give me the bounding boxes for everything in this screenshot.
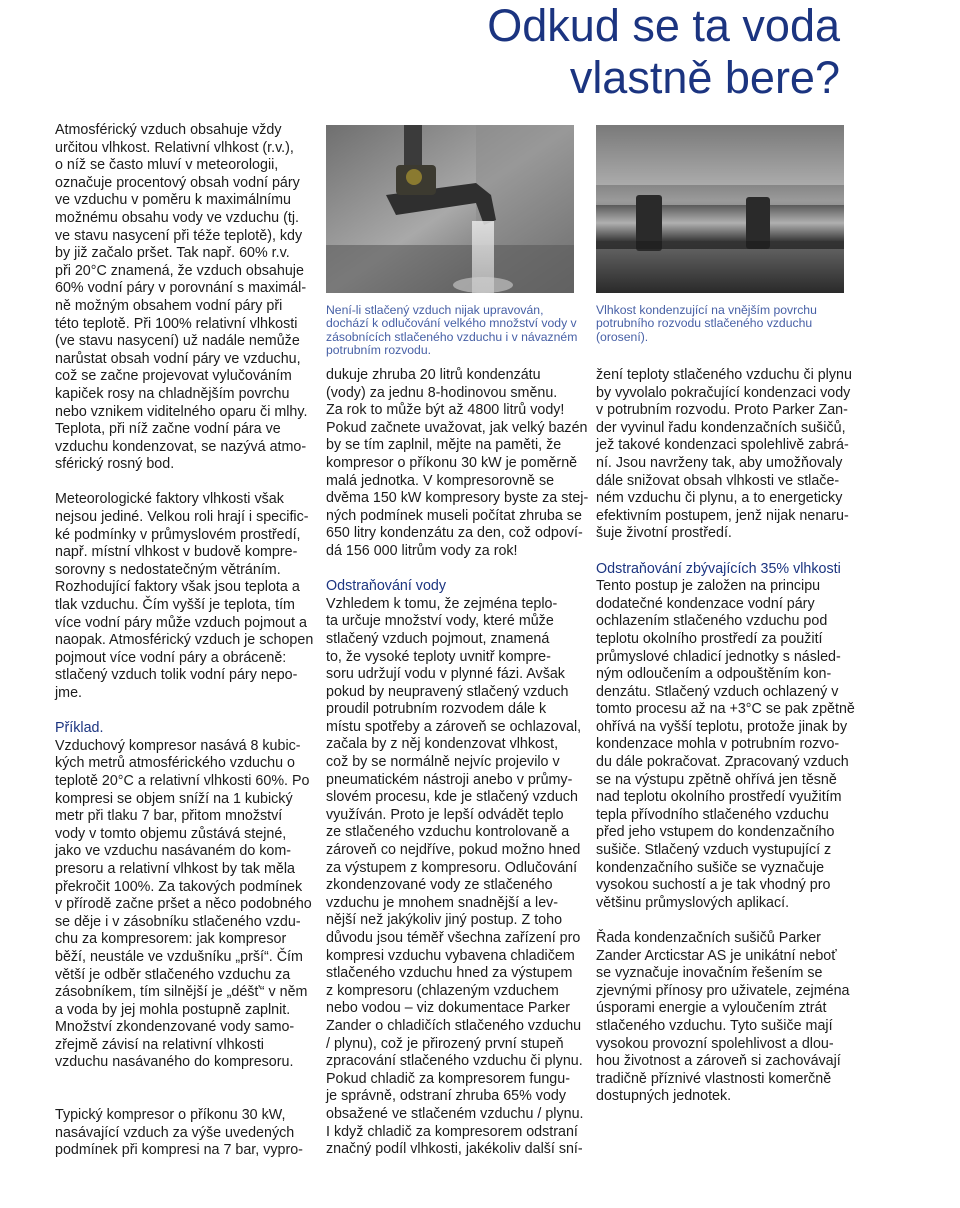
text-line: denzátu. Stlačený vzduch ochlazený v (596, 683, 839, 700)
text-line: naopak. Atmosférický vzduch je schopen (55, 632, 314, 649)
text-line: malá jednotka. V kompresorovně se (326, 472, 555, 489)
text-line: hou životnost a zároveň si zachovávají (596, 1053, 841, 1070)
faucet-caption (326, 304, 576, 358)
text-column-3 (596, 367, 855, 1106)
text-line: Teplota, při níž začne vodní pára ve (55, 421, 281, 438)
text-line: místu spotřeby a zároveň se ochlazoval, (326, 718, 582, 735)
text-line: kompresi se objem sníží na 1 kubický (55, 790, 293, 807)
text-line: Typický kompresor o příkonu 30 kW, (55, 1107, 286, 1124)
text-line: (orosení). (596, 329, 649, 344)
text-line: vody v tomto objemu zůstává stejné, (55, 825, 287, 842)
text-line: Za rok to může být až 4800 litrů vody! (326, 402, 565, 419)
faucet-photo (326, 125, 574, 293)
text-line: stlačeného vzduchu. Tyto sušiče mají (596, 1017, 833, 1034)
text-line: pneumatickém nástroji anebo v průmy- (326, 771, 573, 788)
text-line: ných podmínek museli počítat zhruba se (326, 507, 582, 524)
text-line: jež takové kondenzaci spolehlivě zabrá- (596, 437, 849, 454)
text-line: Zander o chladičích stlačeného vzduchu (326, 1017, 582, 1034)
text-line: z kompresoru (chlazeným vzduchem (326, 982, 559, 999)
text-line: určitou vlhkost. Relativní vlhkost (r.v.), (55, 139, 294, 156)
text-line: začala by z něj kondenzovat vlhkost, (326, 736, 559, 753)
text-line: kapiček rosy na chladnějším povrchu (55, 385, 290, 402)
text-line: označuje procentový obsah vodní páry (55, 174, 300, 191)
text-line: Atmosférický vzduch obsahuje vždy (55, 122, 282, 138)
text-line: Řada kondenzačních sušičů Parker (596, 930, 821, 946)
text-line: značný podíl vlhkosti, jakékoliv další sní- (326, 1141, 583, 1158)
text-line: běží, neustále ve vzdušníku „prší“. Čím (55, 948, 303, 965)
text-line: potrubního rozvodu stlačeného vzduchu (596, 316, 813, 331)
text-line: jme. (55, 685, 83, 701)
text-line: metr při tlaku 7 bar, přitom množství (55, 808, 283, 825)
text-line: překročit 100%. Za takových podmínek (55, 878, 303, 895)
text-line: Rozhodující faktory však jsou teplota a (55, 579, 300, 596)
text-column-1 (55, 122, 314, 1160)
text-line: větší je odběr stlačeného vzduchu za (55, 966, 291, 983)
text-line: zásobnících stlačeného vzduchu i v návazném (326, 329, 578, 344)
text-line: (vody) za jednu 8-hodinovou směnu. (326, 384, 558, 401)
text-line: ní. Jsou navrženy tak, aby umožňovaly (596, 454, 843, 471)
text-line: kondenzačního sušiče se vyznačuje (596, 859, 825, 876)
faucet-illustration (326, 125, 574, 293)
text-line: dodatečné kondenzace vodní páry (596, 595, 815, 612)
paragraph-gap (326, 561, 576, 579)
text-line: dvěma 150 kW kompresory byste za stej- (326, 490, 589, 507)
text-line: Vzduchový kompresor nasává 8 kubic- (55, 737, 301, 754)
text-line: důvodu jsou téměř všechna zařízení pro (326, 930, 581, 946)
text-line: ně možným obsahem vodní páry při (55, 297, 283, 314)
section-heading: Příklad. (55, 720, 104, 737)
paragraph-gap (596, 543, 846, 561)
text-line: potrubním rozvodu. (326, 343, 432, 358)
text-line: zpracování stlačeného vzduchu či plynu. (326, 1053, 583, 1070)
text-line: sférický rosný bod. (55, 456, 175, 473)
text-line: narůstat obsah vodní páry ve vzduchu, (55, 350, 301, 367)
text-line: této teplotě. Při 100% relativní vlhkosti (55, 315, 298, 332)
page-title (320, 0, 840, 104)
text-line: Tento postup je založen na principu (596, 578, 821, 595)
text-line: ta určuje množství vody, které může (326, 613, 554, 630)
text-line: I když chladič za kompresorem odstraní (326, 1123, 578, 1140)
text-line: úsporami energie a vyloučením ztrát (596, 1000, 827, 1017)
pipe-illustration (596, 125, 844, 293)
text-line: obsažené ve stlačeném vzduchu / plynu. (326, 1105, 584, 1122)
text-line: vysokou suchostí a je tak vhodný pro (596, 877, 831, 894)
text-line: se děje i v zásobníku stlačeného vzdu- (55, 913, 301, 930)
text-line: jako ve vzduchu nasávaném do kom- (55, 843, 292, 860)
text-line: ohřívá na vyšší teplotu, protože jinak by (596, 718, 848, 735)
text-line: 60% vodní páry v porovnání s maximál- (55, 280, 307, 297)
text-line: Zander Arcticstar AS je unikátní neboť (596, 947, 837, 964)
text-line: nější než jakýkoliv jiný postup. Z toho (326, 912, 563, 929)
text-line: zásobníkem, tím silnější je „déšť“ v něm (55, 984, 308, 1001)
text-line: kondenzace mohla v potrubním rozvo- (596, 736, 840, 753)
text-line: nebo vznikem viditelného oparu či mlhy. (55, 403, 308, 420)
text-line: sorovny s nedostatečným větráním. (55, 561, 281, 578)
text-line: dostupných jednotek. (596, 1088, 732, 1105)
text-line: tomto procesu až na +3°C se pak zpětně (596, 701, 855, 718)
text-line: to, že vysoké teploty uvnitř kompre- (326, 648, 551, 665)
text-line: dá 156 000 litrům vody za rok! (326, 542, 518, 559)
text-line: a voda by jej mohla postupně zaplnit. (55, 1001, 291, 1018)
text-line: pokud by neupravený stlačený vzduch (326, 683, 569, 700)
text-line: možnému obsahu vody ve vzduchu (tj. (55, 209, 299, 226)
text-line: vzduchu je mnohem snadnější a lev- (326, 894, 559, 911)
text-line: zjevnými přínosy pro uživatele, zejména (596, 982, 850, 999)
text-line: by se tím zaplnil, mějte na paměti, že (326, 437, 562, 454)
text-line: Pokud chladič za kompresorem fungu- (326, 1070, 570, 1087)
text-line: více vodní páry může vzduch pojmout a (55, 614, 307, 631)
text-line: / plynu), což je přirozený první stupeň (326, 1035, 564, 1052)
text-line: ze stlačeného vzduchu kontrolovaně a (326, 824, 570, 841)
pipe-caption (596, 304, 846, 344)
text-line: Vlhkost kondenzující na vnějším povrchu (596, 303, 817, 317)
text-line: kompresi vzduchu vybavena chladičem (326, 947, 575, 964)
text-line: Vzhledem k tomu, že zejména teplo- (326, 595, 558, 612)
text-line: teplotě 20°C a relativní vlhkosti 60%. Po (55, 772, 310, 789)
text-line: zřejmě závisí na relativní vlhkosti (55, 1036, 264, 1053)
text-line: šuje životní prostředí. (596, 525, 732, 542)
text-line: stlačený vzduch tolik vodní páry nepo- (55, 667, 298, 684)
text-line: což se začne projevovat vylučováním (55, 368, 292, 385)
paragraph-gap (55, 1090, 310, 1108)
text-line: tepla přívodního stlačeného vzduchu (596, 806, 829, 823)
text-line: vzduchu kondenzovat, se nazývá atmo- (55, 438, 307, 455)
text-line: v přírodě začne pršet a něco podobného (55, 896, 312, 913)
text-line: (ve stavu nasycení) už nadále nemůže (55, 333, 300, 350)
section-heading: Odstraňování zbývajících 35% vlhkosti (596, 560, 841, 577)
text-line: využíván. Proto je lepší odvádět teplo (326, 806, 564, 823)
text-line: se vyznačuje inovačním řešením se (596, 965, 823, 982)
text-line: ve stavu nasycení při téže teplotě), kdy (55, 227, 303, 244)
text-line: průmyslové chladicí jednotky s násled- (596, 648, 841, 665)
paragraph-gap (596, 912, 846, 930)
pipe-photo (596, 125, 844, 293)
text-line: tlak vzduchu. Čím vyšší je teplota, tím (55, 597, 295, 614)
text-line: dále snižovat obsah vlhkosti ve stlače- (596, 472, 840, 489)
text-line: např. místní vlhkost v budově kompre- (55, 544, 298, 561)
text-line: Množství zkondenzované vody samo- (55, 1019, 295, 1036)
text-line: zároveň co nejdříve, pokud možno hned (326, 842, 581, 859)
text-line: 650 litry kondenzátu za den, což odpoví- (326, 525, 583, 542)
text-line: kompresor o příkonu 30 kW je poměrně (326, 454, 578, 471)
text-line: dukuje zhruba 20 litrů kondenzátu (326, 367, 541, 383)
text-line: ochlazením stlačeného vzduchu pod (596, 613, 828, 630)
text-line: by již začalo pršet. Tak např. 60% r.v. (55, 245, 290, 262)
text-line: o níž se často mluví v meteorologii, (55, 157, 279, 174)
text-line: nejsou jediné. Velkou roli hrají i specific- (55, 509, 309, 526)
text-line: v potrubním rozvodu. Proto Parker Zan- (596, 402, 848, 419)
text-column-2 (326, 367, 589, 1159)
text-line: pojmout více vodní páry a obráceně: (55, 649, 287, 666)
text-line: což by se normálně nejvíc projevilo v (326, 754, 560, 771)
text-line: stlačený vzduch pojmout, znamená (326, 630, 550, 647)
text-line: tradičně příznivé vlastnosti komerčně (596, 1070, 832, 1087)
text-line: je správně, odstraní zhruba 65% vody (326, 1088, 567, 1105)
text-line: soru udržují vodu v plynné fázi. Avšak (326, 666, 565, 683)
text-line: nebo vodou – viz dokumentace Parker (326, 1000, 570, 1017)
title-line-2: vlastně bere? (569, 52, 840, 103)
section-heading: Odstraňování vody (326, 578, 447, 595)
text-line: ve vzduchu v poměru k maximálnímu (55, 192, 291, 209)
text-line: kých metrů atmosférického vzduchu o (55, 755, 295, 772)
paragraph-gap (55, 1072, 310, 1090)
text-line: se na výstupu zpětně ohřívá jen těsně (596, 771, 837, 788)
text-line: vzduchu nasávaného do kompresoru. (55, 1054, 294, 1071)
paragraph-gap (55, 703, 310, 721)
text-line: by vyvolalo pokračující kondenzaci vody (596, 384, 851, 401)
text-line: zkondenzované vody ze stlačeného (326, 877, 553, 894)
text-line: Pokud začnete uvažovat, jak velký bazén (326, 419, 588, 436)
text-line: za výstupem z kompresoru. Odlučování (326, 859, 578, 876)
text-line: slovém procesu, kde je stlačený vzduch (326, 789, 578, 806)
text-line: nasávající vzduch za výše uvedených (55, 1124, 295, 1141)
text-line: většinu průmyslových aplikací. (596, 894, 790, 911)
text-line: vysokou provozní spolehlivost a dlou- (596, 1035, 834, 1052)
text-line: ném vzduchu či plynu, a to energeticky (596, 490, 843, 507)
text-line: stlačeného vzduchu hned za výstupem (326, 965, 573, 982)
text-line: ným odloučením a odpouštěním kon- (596, 666, 832, 683)
text-line: před jeho vstupem do kondenzačního (596, 824, 835, 841)
text-line: sušiče. Stlačený vzduch vystupující z (596, 842, 832, 859)
text-line: chu za kompresorem: jak kompresor (55, 931, 287, 948)
text-line: du dále pokračovat. Zpracovaný vzduch (596, 754, 849, 771)
text-line: žení teploty stlačeného vzduchu či plynu (596, 367, 852, 383)
title-line-1: Odkud se ta voda (487, 0, 840, 51)
text-line: proudil potrubním rozvodem dále k (326, 701, 547, 718)
text-line: nad teplotu okolního prostředí využitím (596, 789, 842, 806)
text-line: Není-li stlačený vzduch nijak upravován, (326, 303, 544, 317)
text-line: při 20°C znamená, že vzduch obsahuje (55, 262, 304, 279)
text-line: teplotu okolního prostředí za použití (596, 630, 823, 647)
text-line: presoru a relativní vlhkost by tak měla (55, 860, 295, 877)
text-line: dochází k odlučování velkého množství vody v (326, 316, 577, 331)
text-line: der vyvinul řadu kondenzačních sušičů, (596, 419, 846, 436)
text-line: podmínek při kompresi na 7 bar, vypro- (55, 1142, 303, 1159)
text-line: Meteorologické faktory vlhkosti však (55, 491, 284, 508)
text-line: efektivním postupem, jenž nijak nenaru- (596, 507, 849, 524)
paragraph-gap (55, 474, 310, 492)
text-line: ké podmínky v průmyslovém prostředí, (55, 526, 301, 543)
